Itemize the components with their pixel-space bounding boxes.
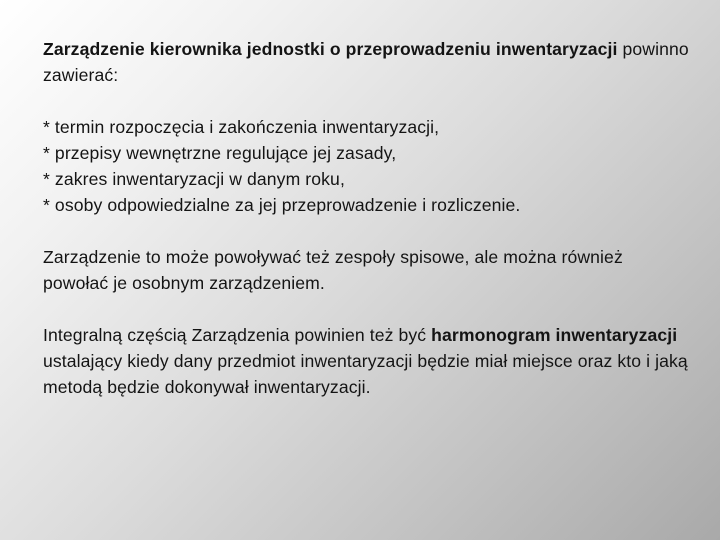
schedule-bold-text: harmonogram inwentaryzacji bbox=[431, 325, 678, 345]
schedule-before-text: Integralną częścią Zarządzenia powinien też być bbox=[43, 325, 432, 345]
intro-bold-text: Zarządzenie kierownika jednostki o przeprowadzeniu inwentaryzacji bbox=[43, 39, 618, 59]
schedule-after-text: ustalający kiedy dany przedmiot inwentaryzacji będzie miał miejsce oraz kto i jaką metodą będzie dokonywał inwentaryzacji. bbox=[43, 351, 688, 397]
intro-rest-text: powinno zawierać: bbox=[43, 39, 689, 85]
spacer bbox=[43, 218, 693, 244]
list-item: * osoby odpowiedzialne za jej przeprowadzenie i rozliczenie. bbox=[43, 195, 521, 215]
list-item: * termin rozpoczęcia i zakończenia inwentaryzacji, bbox=[43, 117, 440, 137]
teams-paragraph: Zarządzenie to może powoływać też zespoły spisowe, ale można również powołać je osobnym zarządzeniem. bbox=[43, 247, 623, 293]
list-item: * zakres inwentaryzacji w danym roku, bbox=[43, 169, 345, 189]
slide-content bbox=[43, 36, 693, 400]
spacer bbox=[43, 296, 693, 322]
spacer bbox=[43, 88, 693, 114]
requirements-list bbox=[43, 114, 693, 218]
schedule-paragraph bbox=[43, 322, 693, 400]
list-item: * przepisy wewnętrzne regulujące jej zasady, bbox=[43, 143, 397, 163]
intro-paragraph bbox=[43, 36, 693, 88]
